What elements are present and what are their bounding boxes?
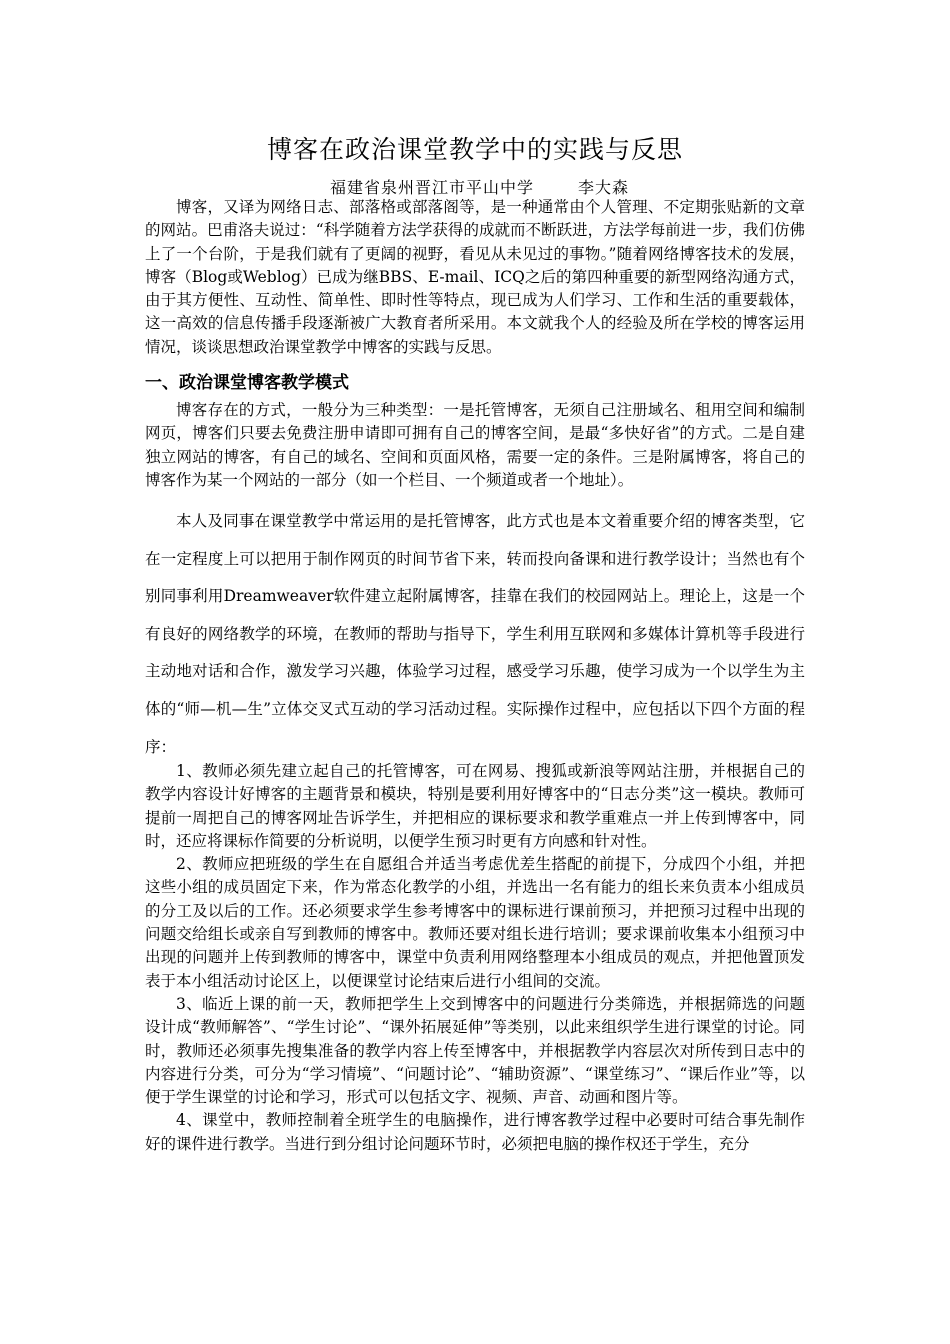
document-title: 博客在政治课堂教学中的实践与反思 <box>266 135 683 164</box>
section1-heading: 一、政治课堂博客教学模式 <box>145 373 349 393</box>
author-affiliation: 福建省泉州晋江市平山中学 <box>330 178 535 197</box>
step-2-paragraph: 2、教师应把班级的学生在自愿组合并适当考虑优差生搭配的前提下，分成四个小组，并把这些小组的成员固定下来，作为常态化教学的小组，并选出一名有能力的组长来负责本小组成员的分工及以后的工作。还必须要求学生参考博客中的课标进行课前预习，并把预习过程中出现的问题交给组长或亲自写到教师的博客中。教师还要对组长进行培训；要求课前收集本小组预习中出现的问题并上传到教师的博客中，课堂中负责利用网络整理本小组成员的观点，并把他置顶发表于本小组活动讨论区上，以便课堂讨论结束后进行小组间的交流。 <box>145 855 805 990</box>
intro-paragraph: 博客，又译为网络日志、部落格或部落阁等，是一种通常由个人管理、不定期张贴新的文章的网站。巴甫洛夫说过：“科学随着方法学获得的成就而不断跃进，方法学每前进一步，我们仿佛上了一个台阶，于是我们就有了更阔的视野，看见从未见过的事物。”随着网络博客技术的发展，博客（Blog或Weblog）已成为继BBS、E-mail、ICQ之后的第四种重要的新型网络沟通方式，由于其方便性、互动性、简单性、即时性等特点，现已成为人们学习、工作和生活的重要载体，这一高效的信息传播手段逐渐被广大教育者所采用。本文就我个人的经验及所在学校的博客运用情况，谈谈思想政治课堂教学中博客的实践与反思。 <box>145 198 805 356</box>
section1-para1-block <box>145 399 805 492</box>
step-1-paragraph: 1、教师必须先建立起自己的托管博客，可在网易、搜狐或新浪等网站注册，并根据自己的教学内容设计好博客的主题背景和模块，特别是要利用好博客中的“日志分类”这一模块。教师可提前一周把自己的博客网址告诉学生，并把相应的课标要求和教学重难点一并上传到博客中，同时，还应将课标作简要的分析说明，以便学生预习时更有方向感和针对性。 <box>145 762 805 850</box>
author-name: 李大森 <box>578 178 630 197</box>
intro-section <box>145 196 805 359</box>
steps-block <box>145 760 805 1156</box>
step-4-paragraph: 4、课堂中，教师控制着全班学生的电脑操作，进行博客教学过程中必要时可结合事先制作好的课件进行教学。当进行到分组讨论问题环节时，必须把电脑的操作权还于学生，充分 <box>145 1111 805 1153</box>
step-3-paragraph: 3、临近上课的前一天，教师把学生上交到博客中的问题进行分类筛选，并根据筛选的问题设计成“教师解答”、“学生讨论”、“课外拓展延伸”等类别，以此来组织学生进行课堂的讨论。同时，教师还必须事先搜集准备的教学内容上传至博客中，并根据教学内容层次对所传到日志中的内容进行分类，可分为“学习情境”、“问题讨论”、“辅助资源”、“课堂练习”、“课后作业”等，以便于学生课堂的讨论和学习，形式可以包括文字、视频、声音、动画和图片等。 <box>145 994 805 1107</box>
section1-paragraph-2: 本人及同事在课堂教学中常运用的是托管博客，此方式也是本文着重要介绍的博客类型，它在一定程度上可以把用于制作网页的时间节省下来，转而投向备课和进行教学设计；当然也有个别同事利用Dreamweaver软件建立起附属博客，挂靠在我们的校园网站上。理论上，这是一个有良好的网络教学的环境，在教师的帮助与指导下，学生利用互联网和多媒体计算机等手段进行主动地对话和合作，激发学习兴趣，体验学习过程，感受学习乐趣，使学习成为一个以学生为主体的“师—机—生”立体交叉式互动的学习活动过程。实际操作过程中，应包括以下四个方面的程序： <box>145 512 805 756</box>
section1-paragraph-1: 博客存在的方式，一般分为三种类型：一是托管博客，无须自己注册域名、租用空间和编制网页，博客们只要去免费注册申请即可拥有自己的博客空间，是最“多快好省”的方式。二是自建独立网站的博客，有自己的域名、空间和页面风格，需要一定的条件。三是附属博客，将自己的博客作为某一个网站的一部分（如一个栏目、一个频道或者一个地址）。 <box>145 401 805 489</box>
section1-para2-block <box>145 503 805 766</box>
